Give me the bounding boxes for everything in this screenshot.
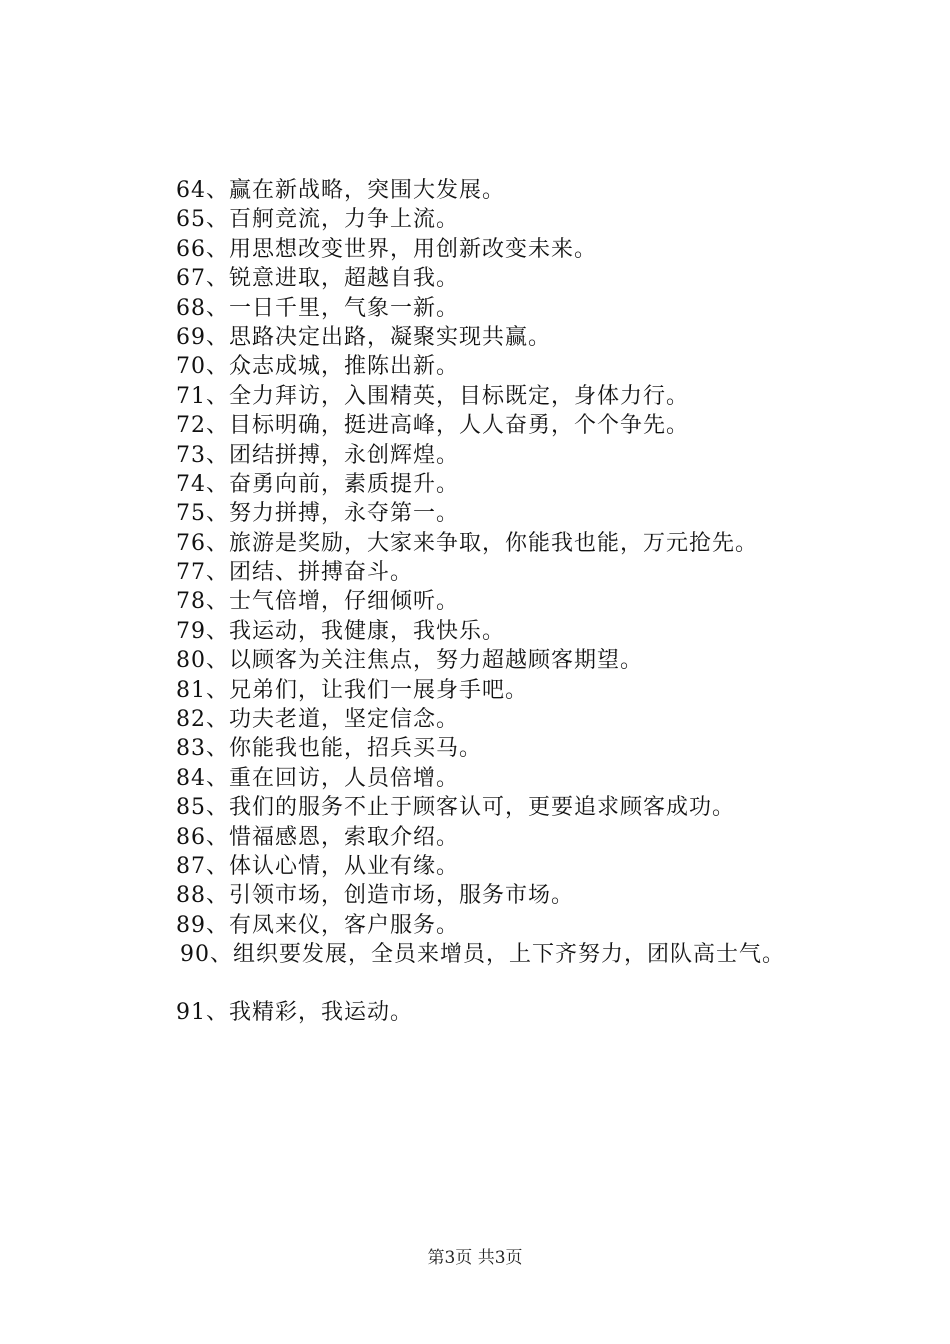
list-item: 81、兄弟们，让我们一展身手吧。 — [176, 677, 528, 703]
list-item: 87、体认心情，从业有缘。 — [176, 853, 459, 879]
list-item: 82、功夫老道，坚定信念。 — [176, 707, 459, 733]
list-item: 70、众志成城，推陈出新。 — [176, 354, 459, 380]
list-item: 72、目标明确，挺进高峰，人人奋勇，个个争先。 — [176, 413, 689, 439]
list-item: 90、组织要发展，全员来增员，上下齐努力，团队高士气。 — [180, 942, 785, 968]
list-item: 83、你能我也能，招兵买马。 — [176, 736, 482, 762]
list-item: 67、锐意进取，超越自我。 — [176, 266, 459, 292]
list-item: 75、努力拼搏，永夺第一。 — [176, 501, 459, 527]
list-item: 76、旅游是奖励，大家来争取，你能我也能，万元抢先。 — [176, 530, 758, 556]
list-item: 85、我们的服务不止于顾客认可，更要追求顾客成功。 — [176, 795, 735, 821]
list-item: 78、士气倍增，仔细倾听。 — [176, 589, 459, 615]
list-item: 88、引领市场，创造市场，服务市场。 — [176, 883, 574, 909]
page-number-footer: 第3页 共3页 — [427, 1248, 523, 1268]
list-item: 68、一日千里，气象一新。 — [176, 295, 459, 321]
list-item: 71、全力拜访，入围精英，目标既定，身体力行。 — [176, 383, 689, 409]
list-item: 80、以顾客为关注焦点，努力超越顾客期望。 — [176, 648, 643, 674]
list-item: 73、团结拼搏，永创辉煌。 — [176, 442, 459, 468]
list-item: 84、重在回访，人员倍增。 — [176, 765, 459, 791]
list-item: 74、奋勇向前，素质提升。 — [176, 471, 459, 497]
list-item: 89、有凤来仪，客户服务。 — [176, 912, 459, 938]
list-item: 77、团结、拼搏奋斗。 — [176, 560, 413, 586]
list-item: 64、赢在新战略，突围大发展。 — [176, 178, 505, 203]
list-item: 69、思路决定出路，凝聚实现共赢。 — [176, 324, 551, 350]
list-item: 66、用思想改变世界，用创新改变未来。 — [176, 236, 597, 262]
list-item: 79、我运动，我健康，我快乐。 — [176, 618, 505, 644]
slogan-list — [176, 176, 896, 1027]
list-item: 86、惜福感恩，索取介绍。 — [176, 824, 459, 850]
list-item: 91、我精彩，我运动。 — [176, 999, 413, 1025]
list-item: 65、百舸竞流，力争上流。 — [176, 207, 459, 233]
